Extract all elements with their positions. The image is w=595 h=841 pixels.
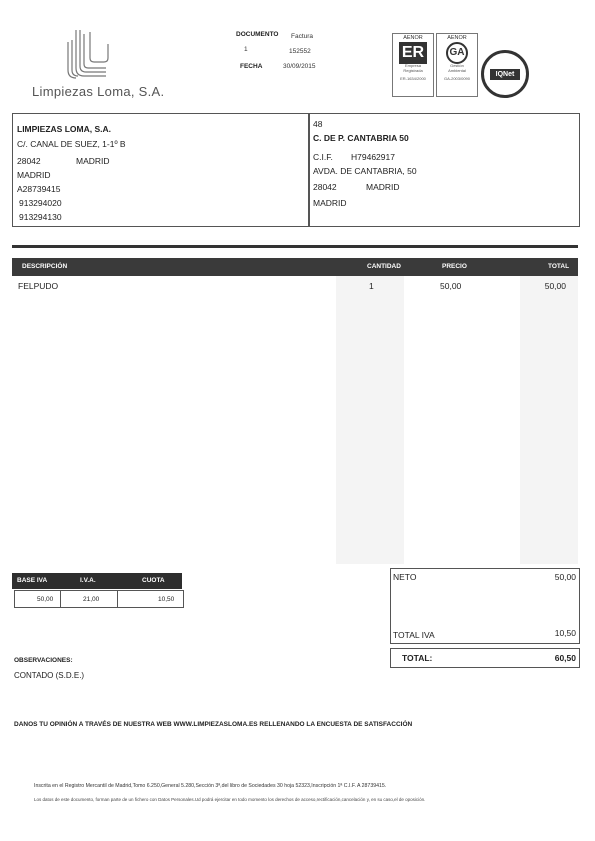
- aenor-er-brand: AENOR: [403, 35, 423, 41]
- issuer-city: MADRID: [76, 156, 110, 166]
- ga-line2: Ambiental: [448, 67, 466, 73]
- observations-text: CONTADO (S.D.E.): [14, 671, 85, 680]
- total-iva-value: 10,50: [554, 628, 576, 638]
- client-region: MADRID: [313, 198, 347, 208]
- ga-line1: Gestión: [450, 63, 464, 68]
- document-series: 1: [244, 46, 248, 53]
- document-number: 152552: [289, 48, 311, 55]
- issuer-phone2: 913294130: [19, 212, 62, 222]
- document-label: DOCUMENTO: [236, 31, 279, 38]
- row-price: 50,00: [440, 281, 462, 291]
- tax-base-value: 50,00: [37, 596, 54, 603]
- tax-base-header: BASE IVA: [17, 577, 48, 584]
- iqnet-label: IQNet: [490, 69, 520, 80]
- ga-code: GA-2003/0090: [443, 76, 471, 81]
- tax-iva-header: I.V.A.: [80, 577, 96, 584]
- observations-label: OBSERVACIONES:: [14, 657, 73, 664]
- total-iva-label: TOTAL IVA: [393, 630, 435, 640]
- row-total: 50,00: [544, 281, 566, 291]
- issuer-cif: A28739415: [17, 184, 61, 194]
- registry-footer: Inscrita en el Registro Mercantil de Madrid,Tomo 6.250,General 5.280,Sección 3ª,del libro de Sociedades 30 hoja 52323,Inscripción 1ª C.I.F. A 28739415.: [34, 783, 387, 789]
- privacy-footer: Los datos de este documento, forman parte de un fichero con Datos Personales.Ud podrá ejercitar en todo momento los derechos de acceso,rectificación,cancelación y, en su caso,el de oposición.: [34, 797, 426, 802]
- client-address: AVDA. DE CANTABRIA, 50: [313, 166, 417, 176]
- tax-values-row: [14, 590, 184, 608]
- client-code: 48: [313, 119, 323, 129]
- neto-label: NETO: [393, 572, 417, 582]
- aenor-er-certificate: [392, 33, 434, 97]
- client-cif-label: C.I.F.: [313, 152, 333, 162]
- total-column-shade: [520, 276, 578, 564]
- document-date: 30/09/2015: [283, 63, 316, 70]
- er-line1: Empresa: [404, 63, 421, 68]
- aenor-ga-certificate: [436, 33, 478, 97]
- col-quantity-header: CANTIDAD: [367, 263, 401, 270]
- issuer-name: LIMPIEZAS LOMA, S.A.: [17, 124, 111, 134]
- company-logo-text: Limpiezas Loma, S.A.: [32, 84, 165, 99]
- tax-cell-divider: [117, 591, 118, 607]
- tax-cuota-header: CUOTA: [142, 577, 165, 584]
- ga-mark-icon: GA: [446, 42, 468, 64]
- date-label: FECHA: [240, 63, 263, 70]
- client-city: MADRID: [366, 182, 400, 192]
- issuer-address: C/. CANAL DE SUEZ, 1-1º B: [17, 139, 126, 149]
- company-logo-icon: [66, 28, 112, 80]
- col-total-header: TOTAL: [548, 263, 570, 270]
- col-price-header: PRECIO: [442, 263, 467, 270]
- grand-total-value: 60,50: [554, 653, 576, 663]
- items-header-bar: [12, 258, 578, 276]
- er-mark-icon: ER: [399, 42, 427, 64]
- neto-value: 50,00: [554, 572, 576, 582]
- tax-cell-divider: [60, 591, 61, 607]
- issuer-region: MADRID: [17, 170, 51, 180]
- client-name: C. DE P. CANTABRIA 50: [313, 133, 409, 143]
- issuer-postcode: 28042: [17, 156, 41, 166]
- tax-cuota-value: 10,50: [158, 596, 175, 603]
- tax-iva-value: 21,00: [83, 596, 100, 603]
- table-row: [12, 281, 578, 295]
- er-line2: Registrada: [403, 67, 423, 73]
- iqnet-seal-icon: [481, 50, 529, 98]
- issuer-phone1: 913294020: [19, 198, 62, 208]
- er-code: ER-1634/2000: [400, 76, 426, 81]
- quantity-column-shade: [336, 276, 404, 564]
- col-description-header: DESCRIPCIÓN: [22, 263, 68, 270]
- section-divider: [12, 245, 578, 248]
- document-type: Factura: [291, 33, 314, 40]
- survey-message: DANOS TU OPINIÓN A TRAVÉS DE NUESTRA WEB WWW.LIMPIEZASLOMA.ES RELLENANDO LA ENCUESTA DE SATISFACCIÓN: [14, 721, 413, 728]
- grand-total-label: TOTAL:: [402, 653, 433, 663]
- aenor-ga-brand: AENOR: [447, 35, 467, 41]
- row-description: FELPUDO: [18, 281, 59, 291]
- client-postcode: 28042: [313, 182, 337, 192]
- client-cif: H79462917: [351, 152, 395, 162]
- tax-header-bar: [12, 573, 182, 589]
- row-quantity: 1: [369, 281, 374, 291]
